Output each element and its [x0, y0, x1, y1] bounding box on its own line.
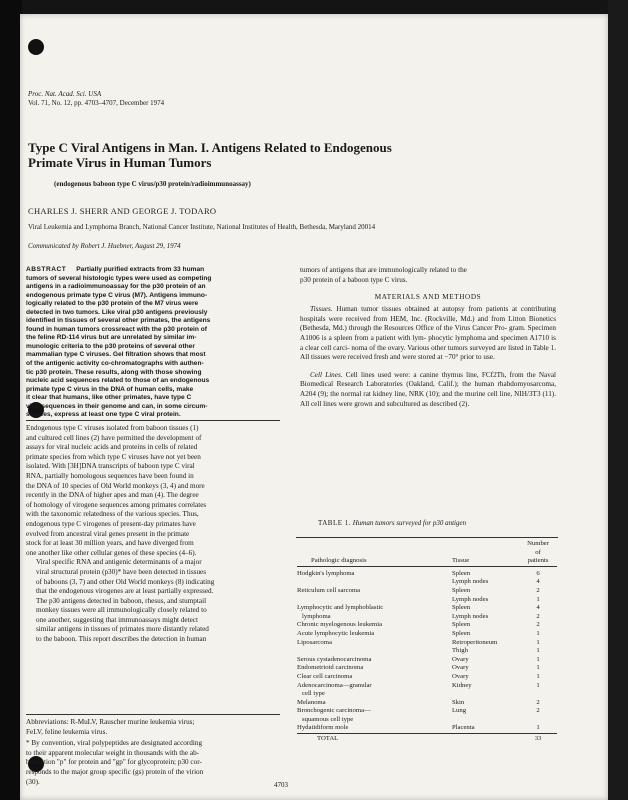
- abstract-line: [26, 411, 280, 420]
- footnote-line: to their apparent molecular weight in thousands with the ab-: [26, 748, 200, 757]
- abstract-line-text: logically related to the p30 protein of the M7 virus were: [26, 300, 199, 308]
- introduction: [26, 424, 280, 645]
- table-row: [297, 682, 557, 691]
- footnote-abbreviations: Abbreviations: R-MuLV, Rauscher murine leukemia virus;: [26, 718, 195, 726]
- abstract-line-text: of the antigenic activity co-chromatographs with authen-: [26, 360, 204, 368]
- cell-diagnosis: Endometrioid carcinoma: [297, 664, 364, 672]
- cell-patients: 1: [536, 681, 540, 689]
- cell-diagnosis: Adenocarcinoma—granular: [297, 681, 372, 689]
- cell-diagnosis: Liposarcoma: [297, 638, 332, 646]
- cell-patients: 2: [536, 621, 540, 629]
- abstract-line-text: mammalian type C viruses. Gel filtration shows that most: [26, 351, 206, 359]
- table-row: [297, 587, 557, 596]
- abstract-line-text: nucleic acid sequences related to those of an endogenous: [26, 377, 210, 385]
- abstract-rule: [26, 420, 280, 421]
- header-tissue: Tissue: [451, 557, 470, 565]
- table-top-rule: [296, 537, 558, 538]
- intro-line: the DNA of 10 species of Old World monkeys (3, 4) and more: [26, 481, 205, 490]
- intro-line: endogenous type C virogenes of present-day primates have: [26, 519, 196, 528]
- cell-diagnosis: Clear cell carcinoma: [297, 672, 353, 680]
- cell-patients: 1: [536, 595, 540, 603]
- intro-line: stock for at least 30 million years, and have diverged from: [26, 539, 194, 548]
- scan-edge-left: [0, 0, 22, 800]
- tissues-label: Tissues.: [310, 305, 333, 314]
- intro-line: of homology of virogene sequences among primates correlates: [26, 500, 207, 509]
- abstract-line: [26, 326, 280, 335]
- cell-tissue: Thigh: [451, 647, 468, 655]
- cell-tissue: Lymph nodes: [451, 595, 489, 603]
- journal-page: [20, 14, 608, 800]
- paragraph-line: gram. Specimen A1006 is a spleen from a patient with lym-: [300, 324, 556, 342]
- paragraph-line: Inc. (Rockville, Md.) and from Litton Bionetics (Bethesda,: [300, 314, 556, 333]
- table-row: [297, 630, 557, 639]
- cell-tissue: Spleen: [451, 569, 471, 577]
- intro-line: primate species from which type C viruses have not yet been: [26, 452, 201, 461]
- abstract-line: [26, 351, 280, 360]
- cell-tissue: Spleen: [451, 629, 471, 637]
- intro-paragraph: [26, 424, 280, 558]
- header-patients: [519, 540, 557, 566]
- cell-patients: 1: [536, 638, 540, 646]
- cell-diagnosis: lymphoma: [297, 612, 331, 620]
- abstract-line-text: stances, express at least one type C viral protein.: [26, 411, 181, 419]
- intro-line: Viral specific RNA and antigenic determinants of a major: [36, 558, 202, 567]
- cell-tissue: Spleen: [451, 586, 471, 594]
- footnote-line: * By convention, viral polypeptides are designated according: [26, 739, 203, 748]
- abstract-line: [26, 266, 280, 275]
- paragraph-line: the normal rat kidney line, NRK (10); and the murine cell: [330, 389, 500, 398]
- footnotes: [26, 718, 280, 787]
- cell-tissue: [452, 690, 519, 699]
- title-line: Type C Viral Antigens in Man. I. Antigens Related to Endogenous: [28, 140, 392, 155]
- cell-tissue: Ovary: [451, 655, 469, 663]
- abstract-line-text: endogenous primate type C virus (M7). Antigens immuno-: [26, 291, 208, 299]
- abstract-line: [26, 394, 280, 403]
- cell-patients: [519, 716, 557, 725]
- cell-patients: 1: [536, 655, 540, 663]
- intro-line: and cultured cell lines (2) have permitted the development of: [26, 433, 202, 442]
- cell-patients: 2: [536, 586, 540, 594]
- tissues-text: [300, 305, 556, 361]
- abstract-line-text: tumors of several histologic types were used as competing: [26, 274, 212, 282]
- journal-name: Proc. Nat. Acad. Sci. USA: [28, 90, 102, 98]
- intro-line: one another like other cellular genes of these species (4–6).: [26, 548, 197, 557]
- footnote-line: breviation "p" for protein and "gp" for glycoprotein; p30 cor-: [26, 758, 202, 767]
- table-total-row: [297, 735, 557, 744]
- paragraph-line: line, NIH/3T3 (11). All cell lines were grown and subcultured: [300, 389, 556, 408]
- abstract-line-text: viral sequences in their genome and can, in some circum-: [26, 402, 208, 410]
- intro-line: similar antigens in tissues of primates more distantly related: [36, 625, 209, 634]
- cell-patients: 1: [536, 724, 540, 732]
- cell-patients: [519, 690, 557, 699]
- abstract-line-text: antigens in a radioimmunoassay for the p30 protein of an: [26, 283, 206, 291]
- table-row: [297, 699, 557, 708]
- cell-diagnosis: Melanoma: [297, 698, 326, 706]
- cell-diagnosis: [297, 647, 452, 656]
- table-row: [297, 621, 557, 630]
- scan-edge-right: [608, 0, 628, 800]
- paragraph-line: FCf2Th, from the Naval Biomedical Research Laboratories: [300, 370, 557, 389]
- table-caption: [318, 519, 466, 527]
- cell-diagnosis: Chronic myelogenous leukemia: [297, 621, 383, 629]
- paragraph-line: as described (2).: [421, 399, 470, 408]
- tumor-table: [297, 540, 557, 744]
- cell-diagnosis: Serous cystadenocarcinoma: [297, 655, 372, 663]
- header-patients-line: Number: [527, 540, 549, 547]
- intro-line: Endogenous type C viruses isolated from baboon tissues (1): [26, 424, 199, 432]
- intro-line: monkey tissues were all immunologically closely related to: [36, 606, 207, 615]
- intro-line: to the baboon. This report describes the detection in human: [36, 635, 207, 644]
- table-row: [297, 604, 557, 613]
- cell-tissue: Placenta: [451, 724, 475, 732]
- abstract-line-text: Partially purified extracts from 33 human: [76, 266, 205, 273]
- table-row: [297, 578, 557, 587]
- intro-line: with the taxonomic relatedness of the various species. Thus,: [26, 510, 199, 519]
- abstract-line: [26, 403, 280, 412]
- cell-tissue: Spleen: [451, 621, 471, 629]
- footnote-line: (30).: [26, 777, 40, 786]
- paragraph-line: −70° prior to use.: [444, 353, 495, 362]
- abstract-line-text: the feline RD-114 virus but are unrelated by similar im-: [26, 334, 197, 342]
- cell-tissue: [452, 716, 519, 725]
- paragraph-line: noma of the ovary. Various other tumors surveyed are listed in: [351, 343, 533, 352]
- cells-paragraph: [300, 371, 556, 409]
- paragraph-line: patients at contributing hospitals were received from HEM,: [300, 305, 557, 323]
- article-authors: CHARLES J. SHERR AND GEORGE J. TODARO: [28, 206, 217, 216]
- cell-patients: 4: [536, 604, 540, 612]
- page-number: 4703: [274, 781, 288, 789]
- footnote-polypeptide: [26, 739, 280, 787]
- abstract-line: [26, 386, 280, 395]
- intro-line: isolated. With [3H]DNA transcripts of baboon type C viral: [26, 462, 195, 471]
- cell-diagnosis: Reticulum cell sarcoma: [297, 586, 361, 594]
- intro-line: that the endogenous virogenes are at least partially expressed.: [36, 587, 214, 596]
- abstract-line-text: munologic criteria to the p30 proteins of several other: [26, 342, 195, 350]
- punch-hole: [28, 39, 44, 55]
- table-row: [297, 724, 557, 733]
- abstract-line-text: identified in tissues of several other primates, the antigens: [26, 317, 211, 325]
- abstract-line: [26, 317, 280, 326]
- table-label: TABLE 1.: [318, 519, 351, 527]
- paragraph-line: (Oakland, Calif.); the human rhabdomyosarcoma, A204 (9);: [300, 380, 556, 398]
- table-row: [297, 596, 557, 605]
- abstract-line: [26, 309, 280, 318]
- paragraph-line: phocytic lymphoma and specimen A1710 is a clear cell carci-: [300, 333, 556, 352]
- intro-line: evolved from ancestral viral genes present in the primate: [26, 529, 190, 538]
- paragraph-line: Human tumor tissues obtained at autopsy from: [336, 305, 486, 314]
- abstract-line: [26, 334, 280, 343]
- abstract-line: [26, 292, 280, 301]
- header-diagnosis: Pathologic diagnosis: [311, 557, 367, 565]
- abstract-line: [26, 377, 280, 386]
- cell-diagnosis: Bronchogenic carcinoma—: [297, 707, 371, 715]
- abstract-line: [26, 360, 280, 369]
- abstract-line: [26, 300, 280, 309]
- journal-volume: Vol. 71, No. 12, pp. 4703–4707, December 1974: [28, 99, 165, 107]
- cell-patients: 6: [536, 569, 540, 577]
- cell-diagnosis: Lymphocytic and lymphoblastic: [297, 604, 384, 612]
- abstract-text: [26, 266, 280, 420]
- continuation-line: tumors of antigens that are immunologically related to the: [300, 266, 467, 274]
- total-label: TOTAL: [317, 735, 339, 743]
- intro-line: viral structural protein (p30)* have been detected in tissues: [36, 567, 207, 576]
- cell-diagnosis: cell type: [297, 690, 325, 698]
- table-row: [297, 716, 557, 725]
- abstract-line-text: found in human tumors crossreact with the p30 protein of: [26, 325, 207, 333]
- intro-line: recently in the DNA of higher apes and man (4). The degree: [26, 491, 199, 500]
- paragraph-line: Cell lines used were: a canine thymus line,: [345, 370, 482, 379]
- cell-tissue: Retroperitoneum: [451, 638, 498, 646]
- footnote-abbreviations: FeLV, feline leukemia virus.: [26, 727, 108, 736]
- continuation-line: p30 protein of a baboon type C virus.: [300, 275, 408, 284]
- cell-diagnosis: [297, 596, 452, 605]
- article-title: [28, 140, 548, 170]
- abstract-line-text: tic p30 protein. These results, along with those showing: [26, 368, 202, 376]
- header-patients-line: patients: [527, 557, 549, 565]
- table-row: [297, 690, 557, 699]
- cell-diagnosis: Hydatidiform mole: [297, 724, 349, 732]
- intro-line: one another, suggesting that immunoassays might detect: [36, 615, 198, 624]
- cell-patients: 2: [536, 707, 540, 715]
- tissues-paragraph: [300, 305, 556, 363]
- paragraph-line: Table 1. All tissues were received fresh and were stored at: [300, 343, 557, 362]
- total-value: 33: [534, 735, 542, 743]
- cell-tissue: Spleen: [451, 604, 471, 612]
- cell-patients: 1: [536, 664, 540, 672]
- abstract-line: [26, 275, 280, 284]
- cell-tissue: Kidney: [451, 681, 472, 689]
- abstract-line: [26, 369, 280, 378]
- cell-diagnosis: Hodgkin's lymphoma: [297, 569, 355, 577]
- table-row: [297, 673, 557, 682]
- footnote-line: responds to the major group specific (gs) protein of the virion: [26, 767, 204, 776]
- cell-diagnosis: squamous cell type: [297, 715, 354, 723]
- abstract: [26, 266, 280, 420]
- journal-citation: [28, 90, 164, 108]
- abstract-line-text: primate type C virus in the DNA of human cells, make: [26, 385, 194, 393]
- table-row: [297, 707, 557, 716]
- abstract-line-text: detected in two tumors. Like viral p30 antigens previously: [26, 308, 208, 316]
- footnote-rule: [26, 714, 280, 715]
- cell-tissue: Skin: [451, 698, 465, 706]
- cell-patients: 1: [536, 647, 540, 655]
- abstract-label: ABSTRACT: [26, 266, 67, 273]
- cell-patients: 2: [536, 612, 540, 620]
- intro-line: The p30 antigens detected in baboon, rhesus, and stumptail: [36, 596, 207, 605]
- intro-line: assays for viral nucleic acids and proteins in cells of related: [26, 443, 198, 452]
- intro-line: of baboons (3, 7) and other Old World monkeys (8) indicating: [36, 577, 215, 586]
- tumor-table-grid: [297, 540, 557, 744]
- article-keywords: (endogenous baboon type C virus/p30 protein/radioimmunoassay): [54, 180, 251, 188]
- paragraph-line: Md.) through the Resources Office of the Virus Cancer Pro-: [332, 324, 510, 333]
- abstract-line: [26, 343, 280, 352]
- cell-patients: 1: [536, 629, 540, 637]
- cell-patients: 1: [536, 672, 540, 680]
- author-affiliation: Viral Leukemia and Lymphoma Branch, National Cancer Institute, National Institutes of Health, Bethesda, Maryland 20014: [28, 223, 376, 231]
- title-line: Primate Virus in Human Tumors: [28, 155, 212, 170]
- cell-tissue: Ovary: [451, 664, 469, 672]
- cell-tissue: Ovary: [451, 672, 469, 680]
- abstract-line-text: it clear that humans, like other primates, have type C: [26, 394, 192, 402]
- cells-label: Cell Lines.: [310, 370, 343, 379]
- cell-patients: 2: [536, 698, 540, 706]
- cell-tissue: Lung: [451, 707, 467, 715]
- table-title: Human tumors surveyed for p30 antigen: [352, 519, 467, 527]
- cell-tissue: Lymph nodes: [451, 578, 489, 586]
- table-header-row: [297, 540, 557, 566]
- cell-patients: 4: [536, 578, 540, 586]
- right-column: [300, 266, 556, 409]
- intro-line: RNA, partially homologous sequences have been found in: [26, 471, 194, 480]
- cell-diagnosis: Acute lymphocytic leukemia: [297, 629, 375, 637]
- intro-paragraph: [26, 558, 280, 644]
- communicated-by: Communicated by Robert J. Huebner, August 29, 1974: [28, 242, 181, 250]
- cell-diagnosis: [297, 578, 452, 587]
- table-row: [297, 570, 557, 579]
- continuation-text: [300, 266, 556, 285]
- cell-tissue: Lymph nodes: [451, 612, 489, 620]
- abstract-line: [26, 283, 280, 292]
- table-row: [297, 639, 557, 648]
- table-row: [297, 664, 557, 673]
- methods-heading: MATERIALS AND METHODS: [374, 293, 482, 302]
- table-row: [297, 613, 557, 622]
- header-patients-line: of: [535, 548, 541, 556]
- table-row: [297, 647, 557, 656]
- table-row: [297, 656, 557, 665]
